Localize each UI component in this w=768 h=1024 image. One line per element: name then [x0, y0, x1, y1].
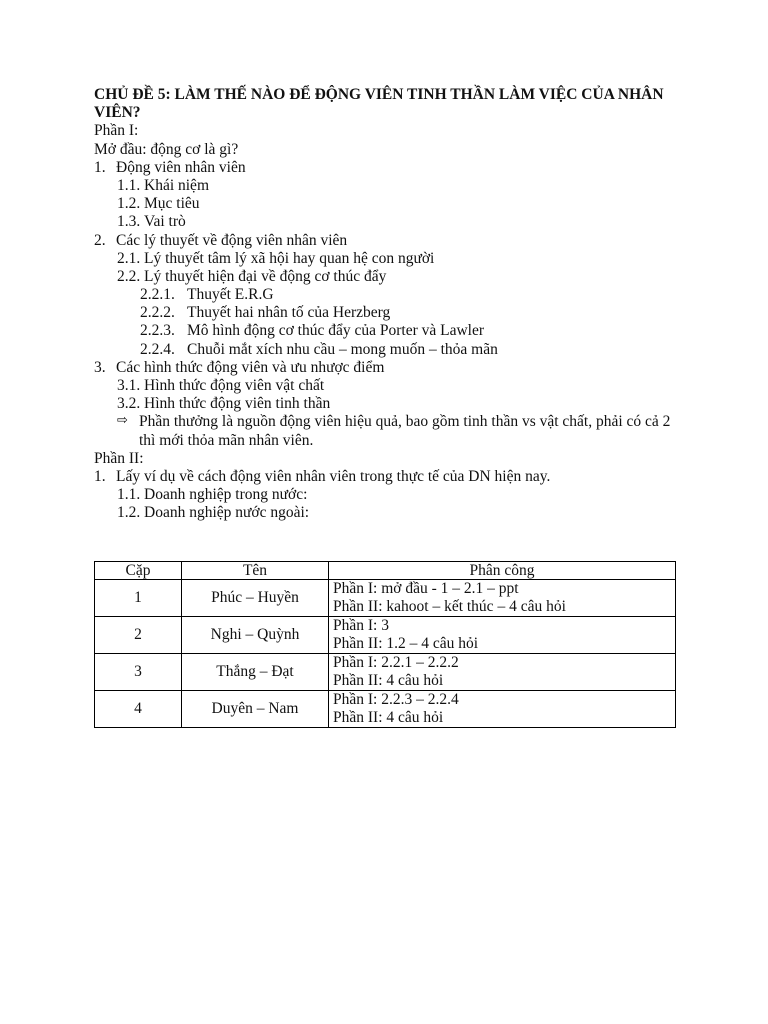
- subsection-number: 1.2.: [117, 195, 141, 213]
- arrow-bullet-icon: ⇨: [117, 413, 128, 429]
- subsection-2-2-4: [94, 341, 684, 359]
- column-header-task: Phân công: [329, 562, 676, 580]
- task-cell: [329, 617, 676, 654]
- task-line: Phần II: kahoot – kết thúc – 4 câu hỏi: [333, 598, 566, 615]
- subsection-number: 2.2.2.: [140, 304, 175, 322]
- subsection-2-2-1: [94, 286, 684, 304]
- pair-cell: 1: [95, 580, 182, 617]
- subsection-3-2: [94, 395, 684, 413]
- column-header-name: Tên: [182, 562, 329, 580]
- section-text: Các lý thuyết về động viên nhân viên: [116, 231, 348, 249]
- subsection-3-1: [94, 377, 684, 395]
- subsection-text: Mục tiêu: [144, 195, 200, 213]
- task-cell: [329, 691, 676, 728]
- task-line: Phần I: 2.2.3 – 2.2.4: [333, 691, 459, 708]
- task-line: Phần II: 4 câu hỏi: [333, 709, 444, 726]
- subsection-text: Mô hình động cơ thúc đẩy của Porter và Lawler: [187, 322, 485, 340]
- subsection-text: Thuyết E.R.G: [187, 286, 274, 304]
- task-line: Phần I: 3: [333, 617, 389, 634]
- table-row: [95, 617, 676, 654]
- names-cell: Duyên – Nam: [182, 691, 329, 728]
- subsection-number: 1.1.: [117, 486, 141, 504]
- column-header-pair: Cặp: [95, 562, 182, 580]
- task-line: Phần I: mở đầu - 1 – 2.1 – ppt: [333, 580, 519, 597]
- document-title: CHỦ ĐỀ 5: LÀM THẾ NÀO ĐỂ ĐỘNG VIÊN TINH THẦN LÀM VIỆC CỦA NHÂN VIÊN?: [94, 86, 664, 122]
- subsection-number: 2.1.: [117, 249, 141, 267]
- subsection-number: 3.1.: [117, 377, 141, 395]
- pair-cell: 3: [95, 654, 182, 691]
- section-2: [94, 232, 684, 250]
- subsection-text: Vai trò: [144, 213, 186, 231]
- table-row: [95, 691, 676, 728]
- subsection-number: 2.2.1.: [140, 286, 175, 304]
- subsection-number: 2.2.: [117, 267, 141, 285]
- subsection-2-2: [94, 268, 684, 286]
- names-cell: Thắng – Đạt: [182, 654, 329, 691]
- table-row: [95, 654, 676, 691]
- section-1: [94, 159, 684, 177]
- document-body: [94, 86, 684, 523]
- part2-heading: Phần II:: [94, 449, 144, 467]
- subsection-2-1: [94, 250, 684, 268]
- task-line: Phần I: 2.2.1 – 2.2.2: [333, 654, 459, 671]
- subsection-text: Chuỗi mắt xích nhu cầu – mong muốn – thỏa mãn: [187, 340, 498, 358]
- names-cell: Phúc – Huyền: [182, 580, 329, 617]
- section-3: [94, 359, 684, 377]
- part2-subsection-1-2: [94, 504, 684, 522]
- subsection-number: 2.2.4.: [140, 340, 175, 358]
- table-header-row: [95, 562, 676, 580]
- subsection-number: 1.2.: [117, 504, 141, 522]
- subsection-number: 1.3.: [117, 213, 141, 231]
- subsection-2-2-2: [94, 304, 684, 322]
- subsection-number: 3.2.: [117, 395, 141, 413]
- intro-line: Mở đầu: động cơ là gì?: [94, 140, 239, 158]
- subsection-number: 1.1.: [117, 176, 141, 194]
- subsection-2-2-3: [94, 322, 684, 340]
- section-text: Lấy ví dụ về cách động viên nhân viên trong thực tế của DN hiện nay.: [116, 468, 551, 485]
- part2-subsection-1-1: [94, 486, 684, 504]
- conclusion-text: Phần thưởng là nguồn động viên hiệu quả, bao gồm tinh thần vs vật chất, phải có cả 2 thì mới thỏa mãn nhân viên.: [139, 413, 671, 449]
- subsection-1-1: [94, 177, 684, 195]
- task-line: Phần II: 4 câu hỏi: [333, 672, 444, 689]
- conclusion-item: [94, 413, 684, 449]
- section-number: 1.: [94, 468, 106, 485]
- pair-cell: 2: [95, 617, 182, 654]
- task-line: Phần II: 1.2 – 4 câu hỏi: [333, 635, 479, 652]
- section-number: 2.: [94, 231, 106, 249]
- section-text: Các hình thức động viên và ưu nhược điểm: [116, 358, 385, 376]
- table-row: [95, 580, 676, 617]
- subsection-1-2: [94, 195, 684, 213]
- section-number: 1.: [94, 158, 106, 176]
- part2-section-1: [94, 468, 684, 486]
- section-text: Động viên nhân viên: [116, 158, 246, 176]
- subsection-text: Doanh nghiệp trong nước:: [144, 486, 308, 504]
- subsection-text: Hình thức động viên vật chất: [144, 377, 325, 395]
- subsection-text: Lý thuyết tâm lý xã hội hay quan hệ con người: [144, 249, 435, 267]
- subsection-1-3: [94, 213, 684, 231]
- subsection-text: Khái niệm: [144, 176, 209, 194]
- subsection-text: Doanh nghiệp nước ngoài:: [144, 504, 310, 522]
- subsection-text: Lý thuyết hiện đại về động cơ thúc đẩy: [144, 267, 387, 285]
- assignment-table: [94, 561, 676, 728]
- names-cell: Nghi – Quỳnh: [182, 617, 329, 654]
- section-number: 3.: [94, 358, 106, 376]
- subsection-text: Hình thức động viên tinh thần: [144, 395, 331, 413]
- part1-heading: Phần I:: [94, 122, 139, 140]
- subsection-number: 2.2.3.: [140, 322, 175, 340]
- pair-cell: 4: [95, 691, 182, 728]
- task-cell: [329, 580, 676, 617]
- subsection-text: Thuyết hai nhân tố của Herzberg: [187, 304, 391, 322]
- task-cell: [329, 654, 676, 691]
